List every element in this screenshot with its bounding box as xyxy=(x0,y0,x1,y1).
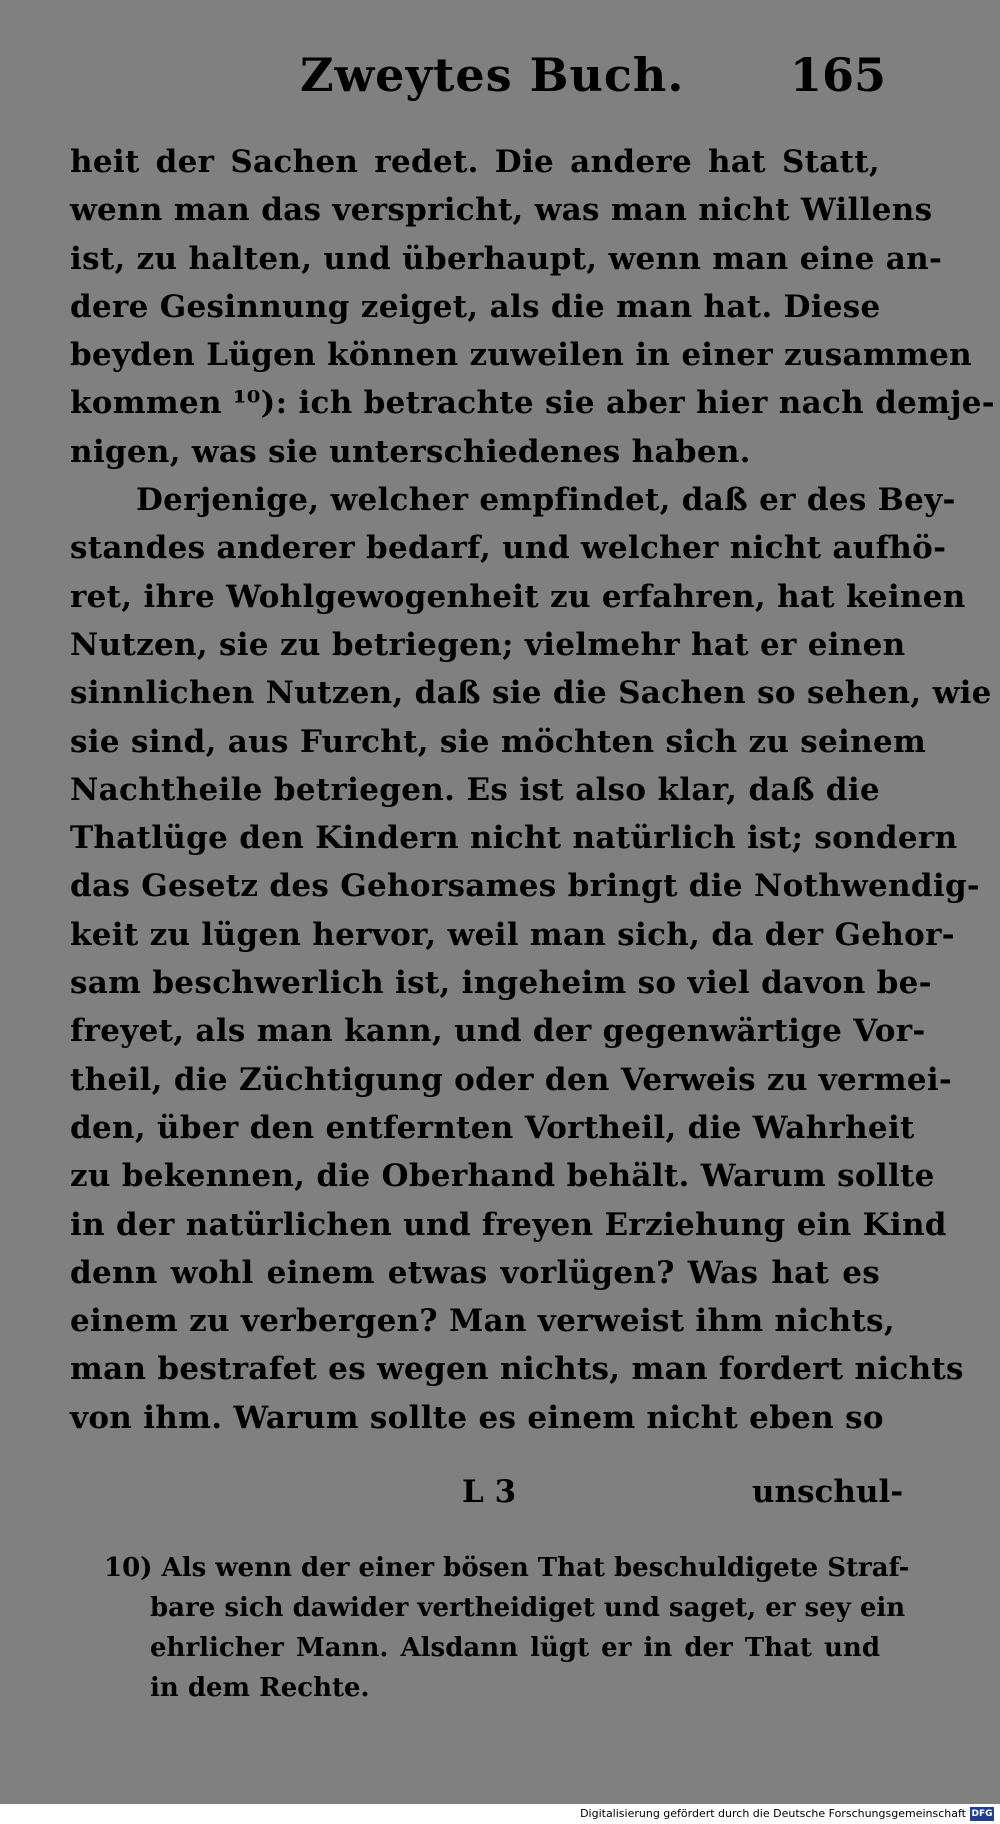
text-line: beyden Lügen können zuweilen in einer zusammen xyxy=(70,337,972,374)
footnote-line: in dem Rechte. xyxy=(150,1673,370,1703)
text-line: in der natürlichen und freyen Erziehung ein Kind xyxy=(70,1206,947,1243)
text-line: standes anderer bedarf, und welcher nicht aufhö- xyxy=(70,530,947,567)
catch-line xyxy=(0,1468,1000,1516)
text-line: Derjenige, welcher empfindet, daß er des Bey- xyxy=(136,482,956,519)
footer-bar xyxy=(0,1804,1000,1824)
signature-mark: L 3 xyxy=(462,1474,517,1510)
page-number: 165 xyxy=(790,48,887,102)
text-line: kommen ¹⁰): ich betrachte sie aber hier nach demje- xyxy=(70,385,995,422)
text-line: das Gesetz des Gehorsames bringt die Nothwendig- xyxy=(70,868,981,905)
text-line: heit der Sachen redet. Die andere hat Statt, xyxy=(70,144,880,180)
text-line: man bestrafet es wegen nichts, man fordert nichts xyxy=(70,1351,964,1388)
text-line: Nachtheile betriegen. Es ist also klar, daß die xyxy=(70,771,880,808)
text-line: wenn man das verspricht, was man nicht Willens xyxy=(70,192,933,229)
text-line: sie sind, aus Furcht, sie möchten sich zu seinem xyxy=(70,723,927,760)
text-line: den, über den entfernten Vortheil, die Wahrheit xyxy=(70,1109,915,1146)
text-line: nigen, was sie unterschiedenes haben. xyxy=(70,433,751,470)
text-line: Thatlüge den Kindern nicht natürlich ist; sondern xyxy=(70,820,958,857)
text-line: ret, ihre Wohlgewogenheit zu erfahren, hat keinen xyxy=(70,578,966,615)
text-line: zu bekennen, die Oberhand behält. Warum sollte xyxy=(70,1158,935,1195)
text-line: denn wohl einem etwas vorlügen? Was hat es xyxy=(70,1254,880,1291)
footnote-line: 10) Als wenn der einer bösen That beschuldigete Straf- xyxy=(104,1553,910,1583)
catchword: unschul- xyxy=(752,1474,904,1510)
text-line: einem zu verbergen? Man verweist ihm nichts, xyxy=(70,1303,895,1340)
text-line: sam beschwerlich ist, ingeheim so viel davon be- xyxy=(70,965,932,1002)
running-head: Zweytes Buch. xyxy=(300,48,685,102)
funding-credit: Digitalisierung gefördert durch die Deutsche Forschungsgemeinschaft xyxy=(580,1807,966,1820)
text-line: dere Gesinnung zeiget, als die man hat. Diese xyxy=(70,288,881,325)
text-line: sinnlichen Nutzen, daß sie die Sachen so sehen, wie xyxy=(70,675,992,712)
text-line: freyet, als man kann, und der gegenwärtige Vor- xyxy=(70,1013,926,1050)
text-line: theil, die Züchtigung oder den Verweis zu vermei- xyxy=(70,1061,953,1098)
dfg-logo-icon: DFG xyxy=(971,1809,993,1819)
footnote-line: bare sich dawider vertheidiget und saget, er sey ein xyxy=(150,1593,906,1623)
text-line: ist, zu halten, und überhaupt, wenn man eine an- xyxy=(70,240,943,277)
text-line: Nutzen, sie zu betriegen; vielmehr hat er einen xyxy=(70,626,906,663)
body-text xyxy=(70,138,995,1442)
page-header xyxy=(0,40,1000,120)
text-line: von ihm. Warum sollte es einem nicht eben so xyxy=(70,1399,884,1436)
text-line: keit zu lügen hervor, weil man sich, da der Gehor- xyxy=(70,916,955,953)
footnote xyxy=(104,1548,910,1708)
footnote-line: ehrlicher Mann. Alsdann lügt er in der That und xyxy=(150,1633,880,1663)
